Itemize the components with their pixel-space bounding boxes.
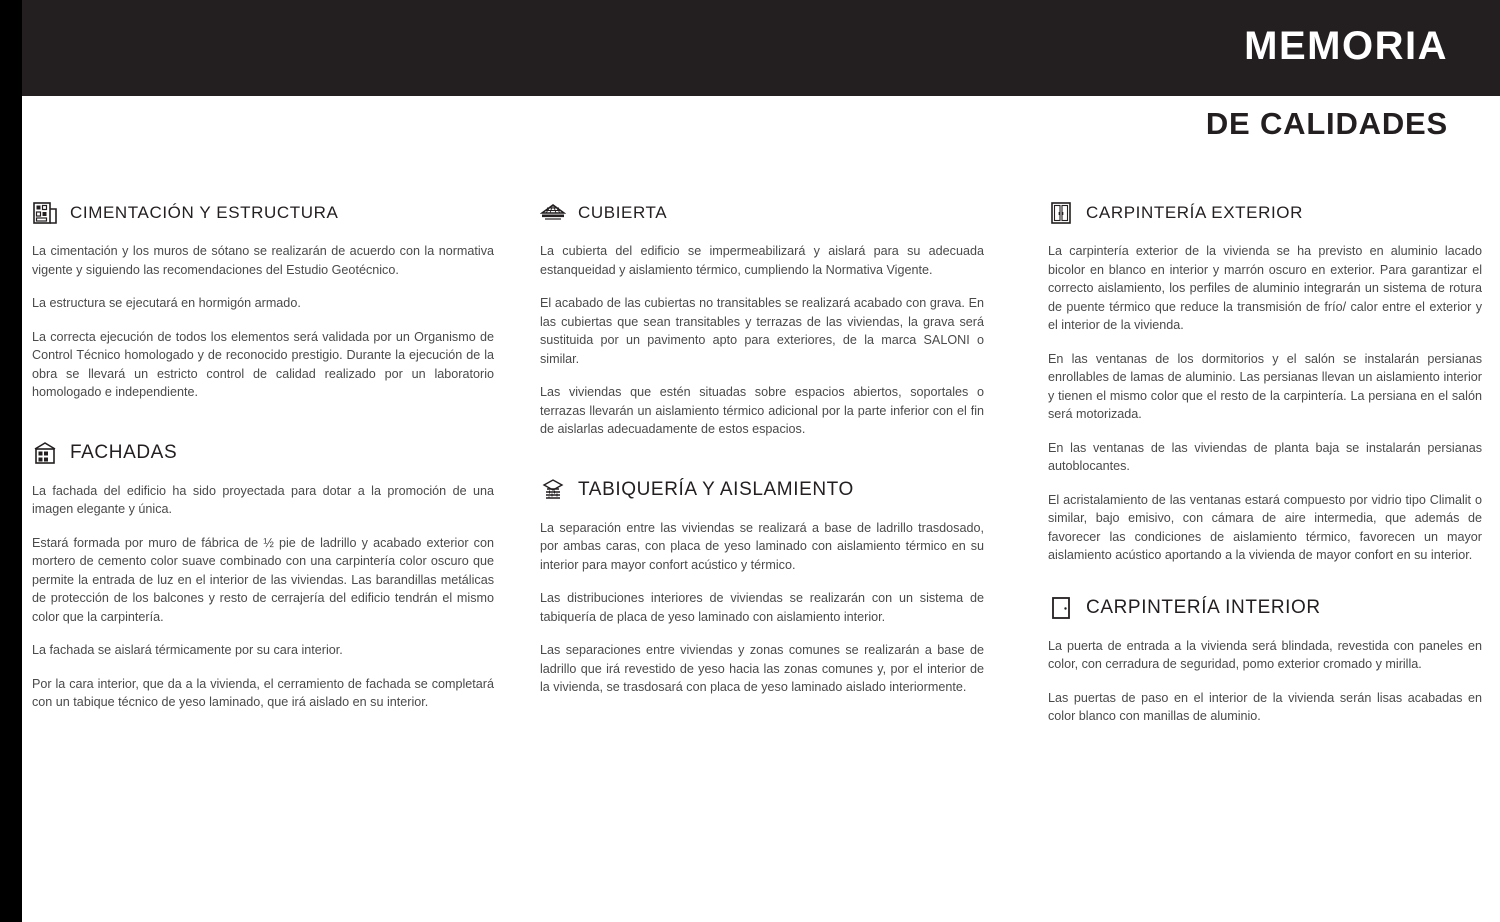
page-title: MEMORIA [1244,24,1448,68]
section-title: CUBIERTA [578,203,668,222]
column-3 [1002,200,1500,922]
page-subtitle: DE CALIDADES [1205,106,1448,141]
section-header [1048,200,1482,226]
paragraph: La fachada se aislará térmicamente por su cara interior. [32,643,343,657]
paragraph: El acabado de las cubiertas no transitables se realizará acabado con grava. En las cubiertas que sean transitables y terrazas de las viviendas, la grava será sustituida por un pavimento apto para exteriores, de la marca SALONI o similar. [540,296,984,366]
paragraph: La fachada del edificio ha sido proyectada para dotar a la promoción de una imagen elegante y única. [32,483,494,516]
section-header [540,200,984,226]
section-spacer [1048,569,1482,595]
section-title: CIMENTACIÓN Y ESTRUCTURA [70,203,339,222]
section-spacer [32,406,494,440]
exterior-carpentry-icon [1048,200,1074,226]
section-title: CARPINTERÍA INTERIOR [1086,596,1321,618]
section-tabiqueria-y-aislamiento [540,477,984,697]
paragraph: La correcta ejecución de todos los elementos será validada por un Organismo de Control Técnico homologado y de reconocido prestigio. Durante la ejecución de la obra se llevará un estricto control de calidad realizado por un laboratorio homologado e independiente. [32,329,494,399]
section-header [1048,595,1482,621]
section-fachadas [32,440,494,712]
foundation-structure-icon [32,200,58,226]
paragraph: Estará formada por muro de fábrica de ½ pie de ladrillo y acabado exterior con mortero de cemento color suave combinado con una carpintería color oscuro que permite la entrada de luz en el interior de las viviendas. Las barandillas metálicas de protección de los balcones y resto de cerrajería del edificio tendrán el mismo color que la carpintería. [32,535,494,624]
paragraph: En las ventanas de los dormitorios y el salón se instalarán persianas enrollables de lamas de aluminio. Las persianas llevan un aislamiento interior y tienen el mismo color que el resto de la carpintería. La persiana en el salón será motorizada. [1048,351,1482,421]
document-header-band [22,0,1500,96]
section-title: CARPINTERÍA EXTERIOR [1086,203,1303,222]
column-2 [512,200,1002,922]
section-title: TABIQUERÍA Y AISLAMIENTO [578,478,854,500]
paragraph: Las puertas de paso en el interior de la vivienda serán lisas acabadas en color blanco con manillas de aluminio. [1048,690,1482,723]
section-carpinteria-exterior [1048,200,1482,565]
paragraph: En las ventanas de las viviendas de planta baja se instalarán persianas autoblocantes. [1048,440,1482,473]
paragraph: La estructura se ejecutará en hormigón armado. [32,296,301,310]
paragraph: La cimentación y los muros de sótano se realizarán de acuerdo con la normativa vigente y siguiendo las recomendaciones del Estudio Geotécnico. [32,244,494,277]
facade-icon [32,440,58,466]
interior-carpentry-icon [1048,595,1074,621]
roof-icon [540,200,566,226]
left-edge-strip [0,0,22,922]
paragraph: La cubierta del edificio se impermeabilizará y aislará para su adecuada estanqueidad y aislamiento térmico, cumpliendo la Normativa Vigente. [540,244,984,277]
paragraph: El acristalamiento de las ventanas estará compuesto por vidrio tipo Climalit o similar, bajo emisivo, con cámara de aire intermedia, que además de favorecer las condiciones de aislamiento térmico, favorecen un mayor aislamiento acústico aportando a la vivienda de mayor confort en su interior. [1048,492,1482,562]
section-title: FACHADAS [70,441,178,463]
paragraph: Las distribuciones interiores de viviendas se realizarán con un sistema de tabiquería de placa de yeso laminado con aislamiento interior. [540,591,984,624]
paragraph: La carpintería exterior de la vivienda se ha previsto en aluminio lacado bicolor en blanco en interior y marrón oscuro en exterior. Para garantizar el correcto aislamiento, los perfiles de aluminio integrarán un sistema de rotura de puente térmico que reduce la transmisión de frío/ calor entre el exterior y el interior de la vivienda. [1048,244,1482,332]
section-spacer [540,443,984,477]
section-carpinteria-interior [1048,595,1482,726]
section-header [540,477,984,503]
paragraph: Por la cara interior, que da a la vivienda, el cerramiento de fachada se completará con un tabique técnico de yeso laminado, que irá aislado en su interior. [32,676,494,709]
paragraph: Las separaciones entre viviendas y zonas comunes se realizarán a base de ladrillo que irá revestido de yeso hacia las zonas comunes y, por el interior de la vivienda, se trasdosará con placa de yeso laminado aislado interiormente. [540,643,984,694]
section-cimentacion-y-estructura [32,200,494,402]
paragraph: La puerta de entrada a la vivienda será blindada, revestida con paneles en color, con cerradura de seguridad, pomo exterior cromado y mirilla. [1048,638,1482,671]
section-cubierta [540,200,984,439]
column-1 [22,200,512,922]
section-header [32,440,494,466]
content-columns [22,200,1500,922]
paragraph: Las viviendas que estén situadas sobre espacios abiertos, soportales o terrazas llevarán un aislamiento térmico adicional por la parte inferior con el fin de aislarlas adecuadamente de estos espacios. [540,385,984,436]
section-header [32,200,494,226]
paragraph: La separación entre las viviendas se realizará a base de ladrillo trasdosado, por ambas caras, con placa de yeso laminado con aislamiento térmico en su interior para mayor confort acústico y térmico. [540,520,984,572]
partition-insulation-icon [540,477,566,503]
